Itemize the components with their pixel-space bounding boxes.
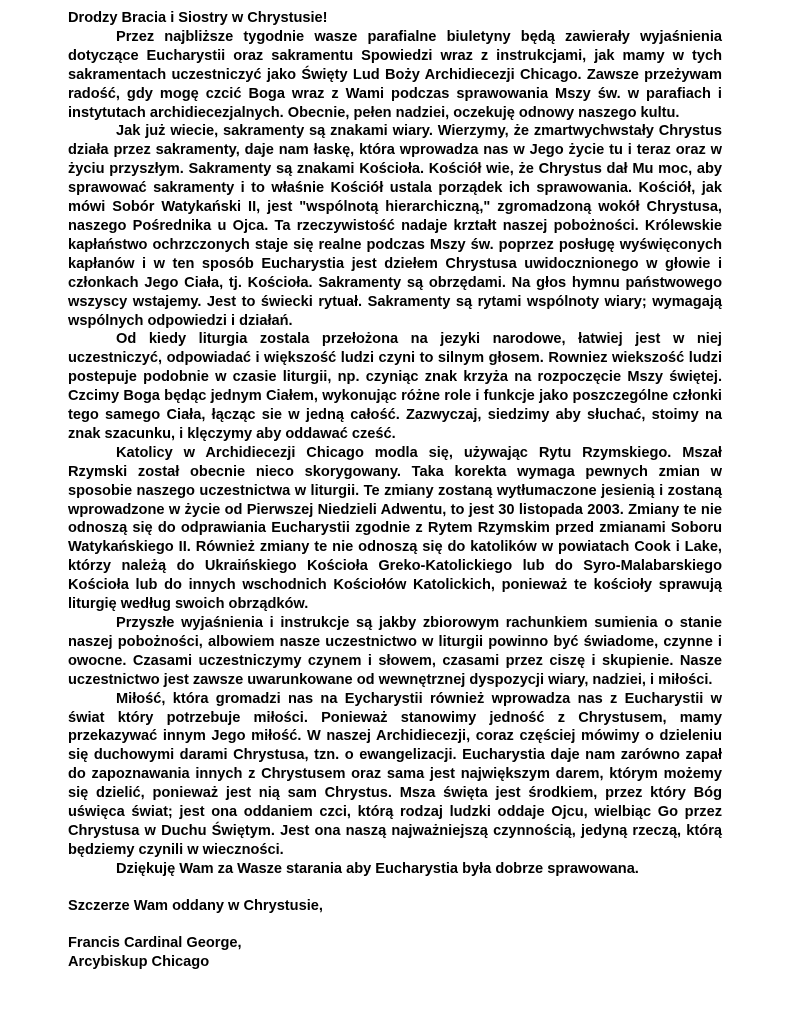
paragraph-liturgy-language: Od kiedy liturgia zostala przełożona na jezyki narodowe, łatwiej jest w niej uczestniczyć, odpowiadać i większość ludzi czyni to silnym głosem. Rowniez wiekszość ludzi postepuje podobnie w czasie liturgii, np. czyniąc znak krzyża na rozpoczęcie Mszy świętej. Czcimy Boga będąc jednym Ciałem, wykonując różne role i funkcje jako poszczególne członki tego samego Ciała, łącząc sie w jedną całość. Zazwyczaj, siedzimy aby słuchać, stoimy na znak szacunku, i klęczymy aby oddawać cześć.: [68, 331, 722, 442]
paragraph-thanks: Dziękuję Wam za Wasze starania aby Eucharystia była dobrze sprawowana.: [116, 860, 639, 877]
paragraph-love-eucharist: Miłość, która gromadzi nas na Eycharystii również wprowadza nas z Eucharystii w świat który potrzebuje miłości. Ponieważ stanowimy jedność z Chrystusem, mamy przekazywać innym Jego miłość. W naszej Archidiecezji, coraz częściej mówimy o dzieleniu się duchowymi darami Chrystusa, tzn. o ewangelizacji. Eucharystia daje nam zarówno zapał do zapoznawania innych z Chrystusem oraz sama jest największym darem, którym możemy się dzielić, ponieważ jest nią sam Chrystus. Msza święta jest środkiem, przez który Bóg uświęca świat; jest ona oddaniem czci, którą rodzaj ludzki oddaje Ojcu, wielbiąc Go przez Chrystusa w Duchu Świętym. Jest ona naszą najważniejszą czynnością, jedyną rzeczą, którą będziemy czynili w wieczności.: [68, 690, 722, 858]
signature-block: [68, 934, 722, 972]
paragraph-roman-missal: Katolicy w Archidiecezji Chicago modla się, używając Rytu Rzymskiego. Mszał Rzymski został obecnie nieco skorygowany. Taka korekta wymaga pewnych zmian w sposobie naszego uczestnictwa w liturgii. Te zmiany zostaną wytłumaczone jesienią i zostaną wprowadzone w życie od Pierwszej Niedzieli Adwentu, to jest 30 listopada 2003. Zmiany te nie odnoszą się do odprawiania Eucharystii zgodnie z Rytem Rzymskim przed zmianami Soboru Watykańskiego II. Również zmiany te nie odnoszą się do katolików w powiatach Cook i Lake, którzy należą do Ukraińskiego Kościoła Greko-Katolickiego lub do Syro-Malabarskiego Kościoła lub do innych wschodnich Kościołów Katolickich, ponieważ te kościoły sprawują liturgię według swoich obrządków.: [68, 444, 722, 613]
paragraph-introduction: Przez najbliższe tygodnie wasze parafialne biuletyny będą zawierały wyjaśnienia dotyczące Eucharystii oraz sakramentu Spowiedzi wraz z instrukcjami, jak mamy w tych sakramentach uczestniczyć jako Święty Lud Boży Archidiecezji Chicago. Zawsze przeżywam radość, gdy mogę czcić Boga wraz z Wami podczas sprawowania Mszy św. w parafiach i instytutach archidiecezjalnych. Obecnie, pełen nadziei, oczekuję odnowy naszego kultu.: [68, 28, 722, 121]
paragraph-sacraments: Jak już wiecie, sakramenty są znakami wiary. Wierzymy, że zmartwychwstały Chrystus działa przez sakramenty, daje nam łaskę, która wprowadza nas w Jego życie tu i teraz oraz w życiu przyszłym. Sakramenty są znakami Kościoła. Kościół wie, że Chrystus dał Mu moc, aby sprawować sakramenty i to właśnie Kościół ustala porządek ich sprawowania. Kościół, jak mówi Sobór Watykański II, jest "wspólnotą hierarchiczną," zgromadzoną wokół Chrystusa, naszego Pośrednika u Ojca. Ta rzeczywistość nadaje krztałt naszej pobożności. Królewskie kapłaństwo ochrzczonych staje się realne podczas Mszy św. poprzez posługę wyświęconych kapłanów i w ten sposób Eucharystia jest dziełem Chrystusa uwidocznionego w głowie i członkach Jego Ciała, tj. Kościoła. Sakramenty są obrzędami. Na głos hymnu państwowego wszyscy wstajemy. Jest to świecki rytuał. Sakramenty są rytami wspólnoty wiary; wymagają wspólnych odpowiedzi i działań.: [68, 123, 722, 329]
paragraph-instructions: Przyszłe wyjaśnienia i instrukcje są jakby zbiorowym rachunkiem sumienia o stanie naszej pobożności, albowiem nasze uczestnictwo w liturgii powinno być świadome, czynne i owocne. Czasami uczestniczymy czynem i słowem, czasami przez ciszę i skupienie. Nasze uczestnictwo jest zawsze uwarunkowane od wewnętrznej dyspozycji wiary, nadziei, i miłości.: [68, 615, 722, 688]
signature-name: Francis Cardinal George,: [68, 934, 242, 951]
closing-line: Szczerze Wam oddany w Chrystusie,: [68, 897, 323, 914]
greeting: Drodzy Bracia i Siostry w Chrystusie!: [68, 10, 328, 26]
letter-page: [68, 9, 722, 971]
signature-title: Arcybiskup Chicago: [68, 953, 210, 970]
